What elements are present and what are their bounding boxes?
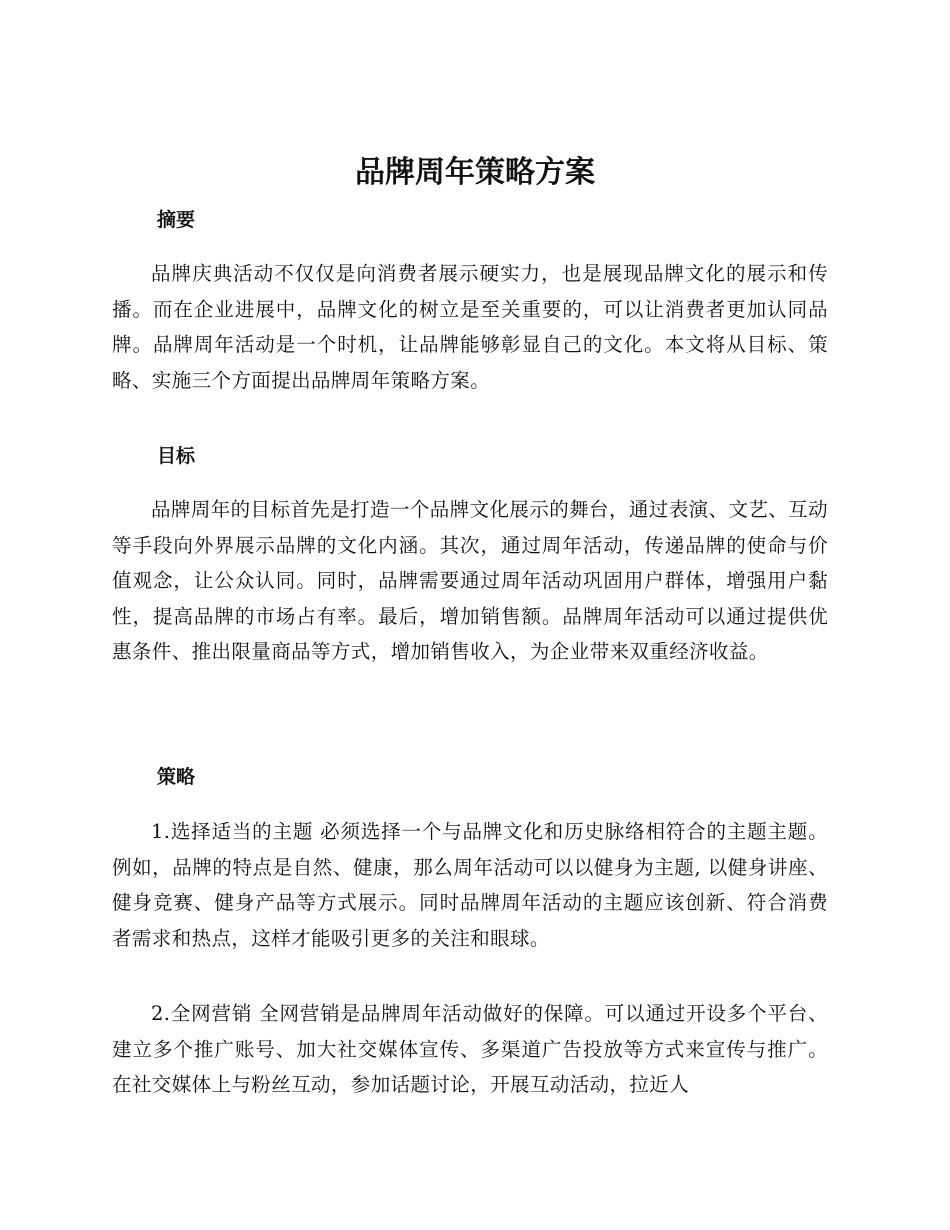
paragraph-goals: 品牌周年的目标首先是打造一个品牌文化展示的舞台，通过表演、文艺、互动等手段向外界展示品牌的文化内涵。其次，通过周年活动，传递品牌的使命与价值观念，让公众认同。同时，品牌需要通过周年活动巩固用户群体，增强用户黏性，提高品牌的市场占有率。最后，增加销售额。品牌周年活动可以通过提供优惠条件、推出限量商品等方式，增加销售收入，为企业带来双重经济收益。 (112, 498, 828, 663)
section-heading-strategy: 策略 (157, 766, 196, 788)
section-heading-abstract: 摘要 (157, 209, 196, 231)
paragraph-strategy-marketing: 2.全网营销 全网营销是品牌周年活动做好的保障。可以通过开设多个平台、建立多个推广账号、加大社交媒体宣传、多渠道广告投放等方式来宣传与推广。在社交媒体上与粉丝互动，参加话题讨论，开展互动活动，拉近人 (112, 1002, 828, 1096)
document-title: 品牌周年策略方案 (355, 155, 595, 190)
paragraph-abstract: 品牌庆典活动不仅仅是向消费者展示硬实力，也是展现品牌文化的展示和传播。而在企业进展中，品牌文化的树立是至关重要的，可以让消费者更加认同品牌。品牌周年活动是一个时机，让品牌能够彰显自己的文化。本文将从目标、策略、实施三个方面提出品牌周年策略方案。 (112, 262, 828, 392)
paragraph-strategy-theme: 1.选择适当的主题 必须选择一个与品牌文化和历史脉络相符合的主题主题。例如，品牌的特点是自然、健康，那么周年活动可以以健身为主题, 以健身讲座、健身竞赛、健身产品等方式展示。同时品牌周年活动的主题应该创新、符合消费者需求和热点，这样才能吸引更多的关注和眼球。 (112, 820, 828, 950)
section-heading-goals: 目标 (157, 445, 196, 467)
